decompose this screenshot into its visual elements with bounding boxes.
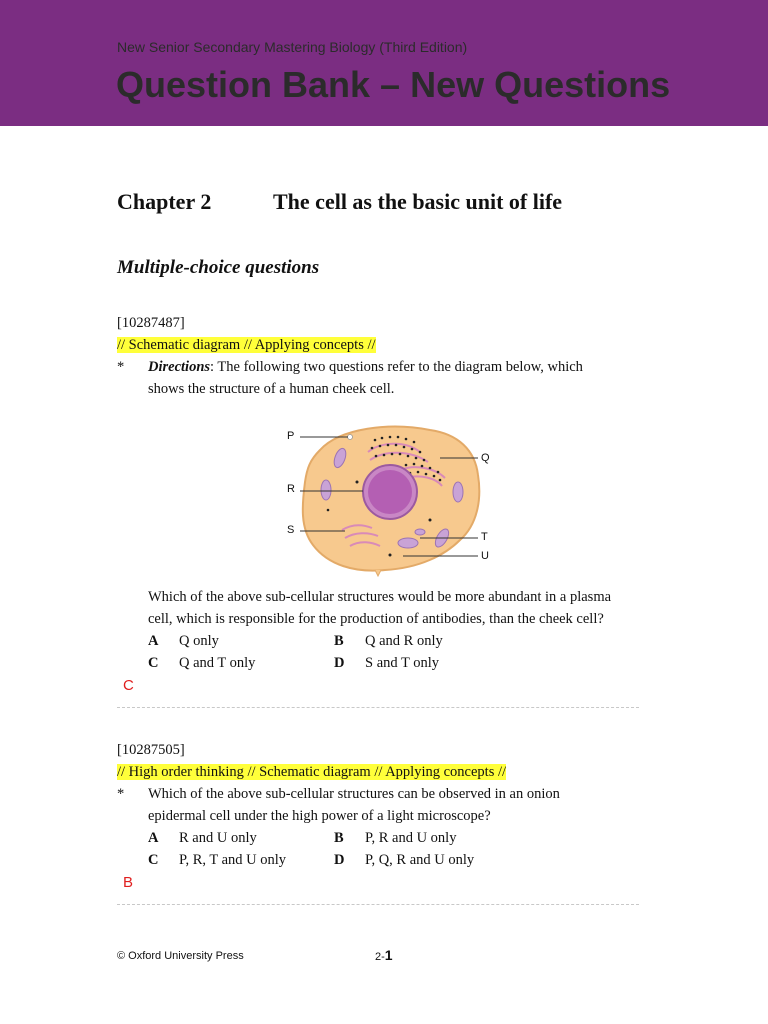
header-banner	[0, 0, 768, 126]
option-letter-d: D	[334, 655, 345, 671]
page-number	[375, 947, 393, 963]
option-letter-c: C	[148, 655, 159, 671]
question-stem-line-1: Which of the above sub-cellular structures would be more abundant in a plasma	[148, 589, 612, 605]
book-subtitle: New Senior Secondary Mastering Biology (Third Edition)	[117, 39, 468, 55]
option-letter-a: A	[148, 830, 159, 846]
copyright: © Oxford University Press	[117, 950, 244, 962]
diagram-label-p: P	[287, 430, 295, 442]
option-text-a: Q only	[179, 633, 219, 649]
question-stem-line-1: Which of the above sub-cellular structures can be observed in an onion	[148, 786, 560, 802]
page-title: Question Bank – New Questions	[116, 64, 671, 105]
option-text-a: R and U only	[179, 830, 257, 846]
section-title: Multiple-choice questions	[117, 257, 320, 278]
answer-key: B	[123, 874, 134, 891]
cell-tail	[375, 570, 381, 576]
question-tags	[117, 337, 376, 354]
option-letter-c: C	[148, 852, 159, 868]
option-text-c: P, R, T and U only	[179, 852, 287, 868]
question-stem-line-2: epidermal cell under the high power of a light microscope?	[148, 808, 491, 824]
question-separator	[117, 707, 639, 708]
question-id: [10287505]	[117, 742, 185, 758]
page-number-value: 1	[384, 947, 393, 963]
star-marker: *	[117, 359, 125, 375]
option-text-c: Q and T only	[179, 655, 256, 671]
diagram-label-t: T	[481, 531, 488, 543]
question-id: [10287487]	[117, 315, 185, 331]
question-tags	[117, 764, 506, 781]
option-text-b: Q and R only	[365, 633, 443, 649]
diagram-label-u: U	[481, 550, 489, 562]
diagram-label-q: Q	[481, 452, 490, 464]
option-letter-b: B	[334, 830, 344, 846]
diagram-label-r: R	[287, 483, 295, 495]
diagram-label-s: S	[287, 524, 295, 536]
cheek-cell-diagram	[280, 420, 510, 580]
question-stem-line-2: cell, which is responsible for the production of antibodies, than the cheek cell?	[148, 611, 604, 627]
option-letter-a: A	[148, 633, 159, 649]
question-separator	[117, 904, 639, 905]
chapter-title: The cell as the basic unit of life	[273, 189, 563, 214]
option-letter-d: D	[334, 852, 345, 868]
option-text-d: P, Q, R and U only	[365, 852, 475, 868]
page-prefix: 2-	[375, 951, 385, 963]
option-text-d: S and T only	[365, 655, 439, 671]
option-text-b: P, R and U only	[365, 830, 457, 846]
chapter-number: Chapter 2	[117, 189, 212, 214]
star-marker: *	[117, 786, 125, 802]
directions-label: Directions	[148, 359, 211, 375]
tags-highlight: // High order thinking // Schematic diagram // Applying concepts //	[117, 764, 507, 780]
nucleus-body	[368, 470, 412, 514]
directions-text: : The following two questions refer to the diagram below, which	[210, 359, 583, 375]
tags-highlight: // Schematic diagram // Applying concepts //	[117, 337, 376, 353]
directions-line-2: shows the structure of a human cheek cell.	[148, 381, 395, 397]
vesicle	[348, 435, 353, 440]
directions-line-1	[148, 359, 583, 376]
answer-key: C	[123, 677, 134, 694]
option-letter-b: B	[334, 633, 344, 649]
